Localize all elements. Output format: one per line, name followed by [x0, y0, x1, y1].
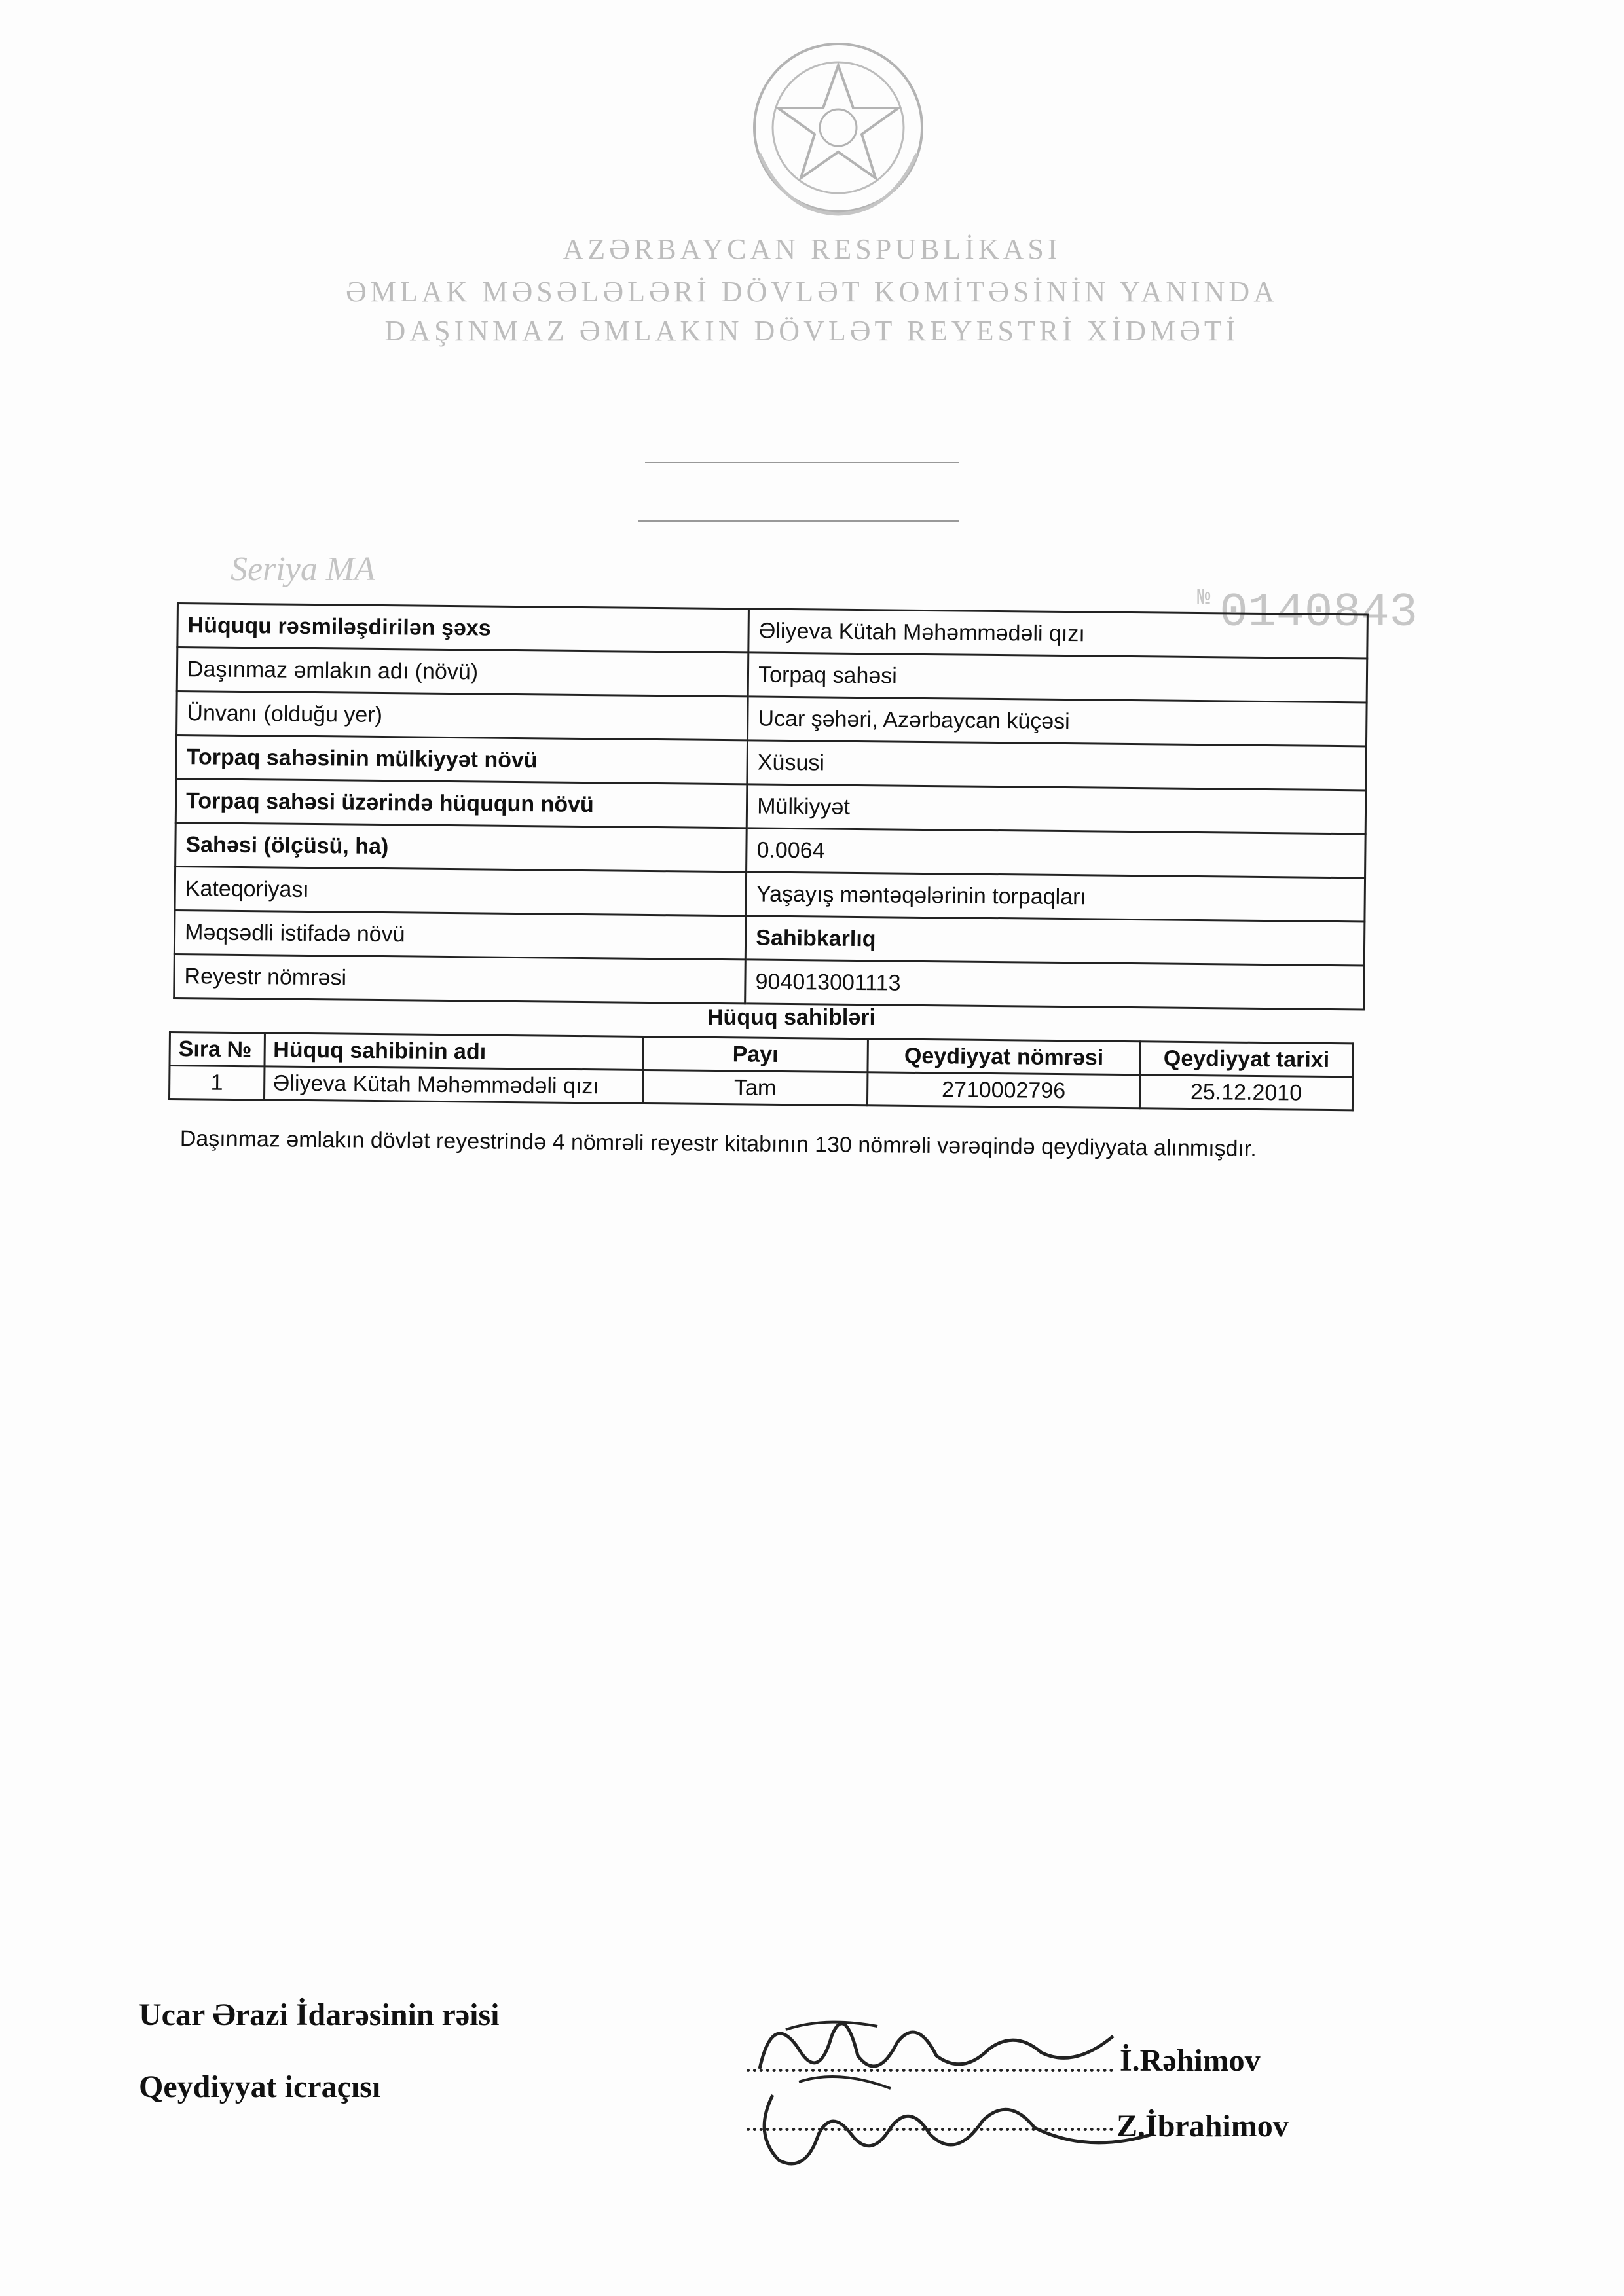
property-value: Torpaq sahəsi: [748, 653, 1367, 702]
owners-header-index: Sıra №: [170, 1032, 265, 1066]
owner-share: Tam: [642, 1070, 868, 1105]
header-rule-1: [645, 462, 959, 463]
property-label: Torpaq sahəsi üzərində hüququn növü: [175, 779, 747, 828]
property-label: Məqsədli istifadə növü: [174, 910, 746, 959]
owner-reg-number: 2710002796: [868, 1072, 1140, 1108]
header-rule-2: [638, 520, 959, 522]
header-line-1: AZƏRBAYCAN RESPUBLİKASI: [563, 233, 1061, 265]
state-emblem: [747, 36, 930, 219]
property-label: Torpaq sahəsinin mülkiyyət növü: [176, 735, 748, 784]
signer-1-name: İ.Rəhimov: [1120, 2043, 1261, 2078]
property-table-wrap: [173, 602, 1369, 1010]
handwritten-signature-2: [747, 2056, 1166, 2180]
registration-note: Daşınmaz əmlakın dövlət reyestrində 4 nömrəli reyestr kitabının 130 nömrəli vərəqində qeydiyyata alınmışdır.: [179, 1126, 1257, 1161]
number-sign: №: [1197, 586, 1211, 611]
property-label: Sahəsi (ölçüsü, ha): [175, 822, 747, 871]
signer-2-title: Qeydiyyat icraçısı: [139, 2069, 381, 2104]
owners-title: Hüquq sahibləri: [707, 1005, 876, 1030]
property-label: Hüququ rəsmiləşdirilən şəxs: [177, 604, 749, 653]
property-value: Sahibkarlıq: [745, 916, 1364, 966]
owner-index: 1: [170, 1066, 265, 1100]
header-line-3: DAŞINMAZ ƏMLAKIN DÖVLƏT REYESTRİ XİDMƏTİ: [384, 315, 1240, 347]
signer-2-name: Z.İbrahimov: [1116, 2109, 1289, 2143]
owner-name: Əliyeva Kütah Məhəmmədəli qızı: [264, 1066, 643, 1104]
owners-header-name: Hüquq sahibinin adı: [265, 1033, 644, 1070]
owners-table: [168, 1031, 1354, 1111]
property-value: Mülkiyyət: [747, 784, 1365, 834]
owners-header-reg-date: Qeydiyyat tarixi: [1140, 1042, 1354, 1077]
property-value: 904013001113: [745, 960, 1364, 1010]
owner-reg-date: 25.12.2010: [1139, 1075, 1353, 1110]
signer-1-title: Ucar Ərazi İdarəsinin rəisi: [139, 1997, 500, 2032]
property-table: [173, 602, 1369, 1010]
property-value: Yaşayış məntəqələrinin torpaqları: [746, 872, 1365, 922]
property-label: Daşınmaz əmlakın adı (növü): [177, 647, 748, 697]
document-number-value: 0140843: [1219, 586, 1418, 640]
owners-header-reg-number: Qeydiyyat nömrəsi: [868, 1039, 1140, 1075]
seriya-label: Seriya MA: [231, 551, 375, 588]
property-value: Ucar şəhəri, Azərbaycan küçəsi: [748, 697, 1367, 746]
owners-header-share: Payı: [643, 1036, 868, 1072]
owners-table-wrap: [168, 1031, 1354, 1111]
property-label: Kateqoriyası: [175, 866, 747, 915]
property-value: Xüsusi: [747, 740, 1366, 790]
property-label: Reyestr nömrəsi: [174, 954, 746, 1003]
header-line-2: ƏMLAK MƏSƏLƏLƏRİ DÖVLƏT KOMİTƏSİNİN YANINDA: [346, 276, 1278, 308]
property-value: Əliyeva Kütah Məhəmmədəli qızı: [748, 609, 1367, 659]
property-value: 0.0064: [747, 828, 1365, 878]
property-label: Ünvanı (olduğu yer): [177, 691, 748, 740]
